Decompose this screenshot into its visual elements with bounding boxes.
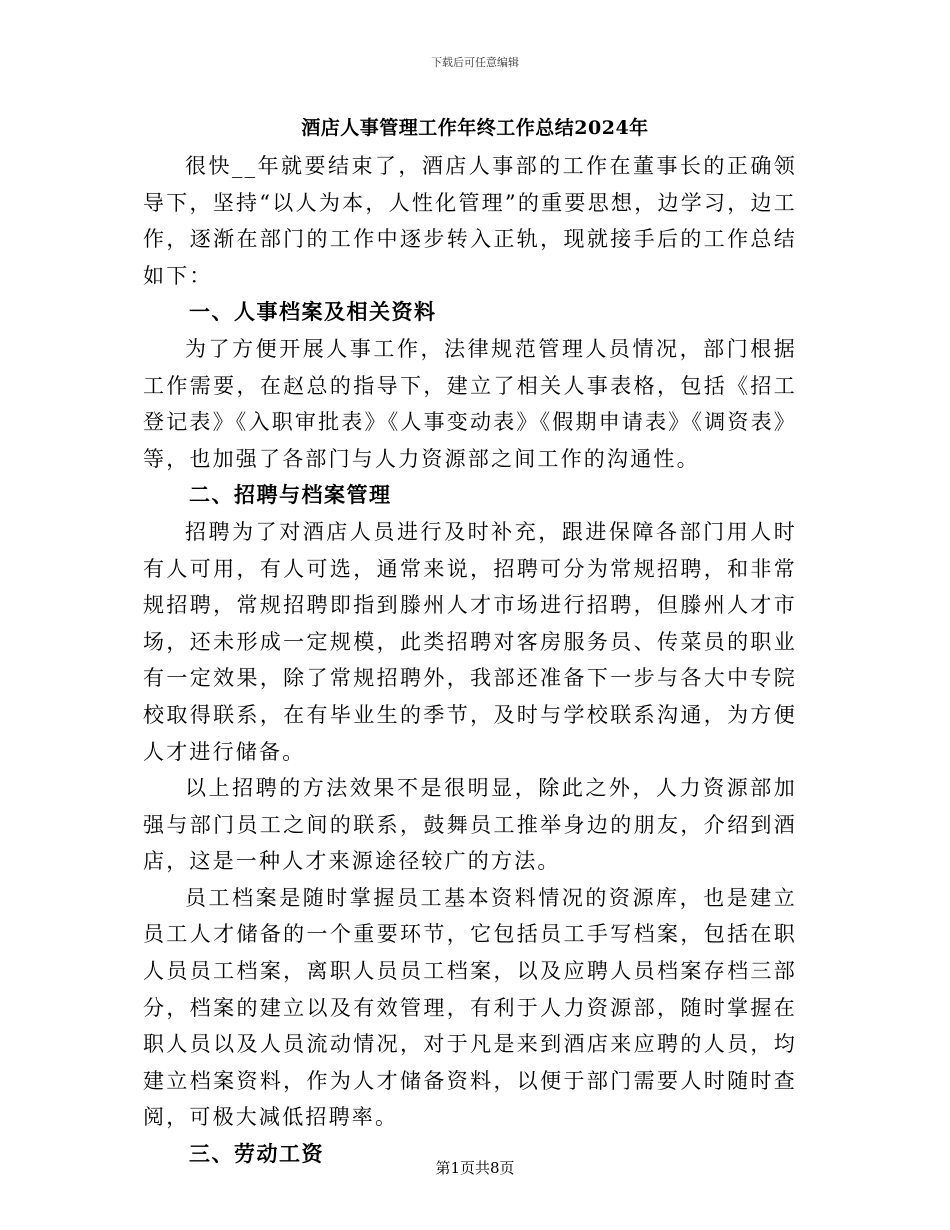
document-body — [143, 148, 797, 1173]
header-note: 下载后可任意编辑 — [431, 56, 519, 69]
intro-paragraph: 很快__年就要结束了，酒店人事部的工作在董事长的正确领导下，坚持“以人为本，人性化管理”的重要思想，边学习，边工作，逐渐在部门的工作中逐步转入正轨，现就接手后的工作总结如下： — [143, 154, 797, 288]
section-heading-2: 二、招聘与档案管理 — [189, 482, 392, 508]
section-2-paragraph-3: 员工档案是随时掌握员工基本资料情况的资源库，也是建立员工人才储备的一个重要环节，它包括员工手写档案，包括在职人员员工档案，离职人员员工档案，以及应聘人员档案存档三部分，档案的建立以及有效管理，有利于人力资源部，随时掌握在职人员以及人员流动情况，对于凡是来到酒店来应聘的人员，均建立档案资料，作为人才储备资料，以便于部门需要人时随时查阅，可极大减低招聘率。 — [143, 885, 797, 1130]
section-heading-1: 一、人事档案及相关资料 — [189, 299, 437, 325]
section-2-paragraph-1: 招聘为了对酒店人员进行及时补充，跟进保障各部门用人时有人可用，有人可选，通常来说，招聘可分为常规招聘，和非常规招聘，常规招聘即指到滕州人才市场进行招聘，但滕州人才市场，还未形成一定规模，此类招聘对客房服务员、传菜员的职业有一定效果，除了常规招聘外，我部还准备下一步与各大中专院校取得联系，在有毕业生的季节，及时与学校联系沟通，为方便人才进行储备。 — [143, 519, 797, 764]
section-2-paragraph-2: 以上招聘的方法效果不是很明显，除此之外，人力资源部加强与部门员工之间的联系，鼓舞员工推举身边的朋友，介绍到酒店，这是一种人才来源途径较广的方法。 — [143, 776, 797, 874]
page-number-footer: 第1页共8页 — [435, 1159, 515, 1177]
document-title: 酒店人事管理工作年终工作总结2024年 — [301, 117, 649, 139]
section-1-paragraph: 为了方便开展人事工作，法律规范管理人员情况，部门根据工作需要，在赵总的指导下，建立了相关人事表格，包括《招工登记表》《入职审批表》《人事变动表》《假期申请表》《调资表》等，也加强了各部门与人力资源部之间工作的沟通性。 — [143, 336, 797, 471]
section-heading-3: 三、劳动工资 — [189, 1141, 324, 1167]
